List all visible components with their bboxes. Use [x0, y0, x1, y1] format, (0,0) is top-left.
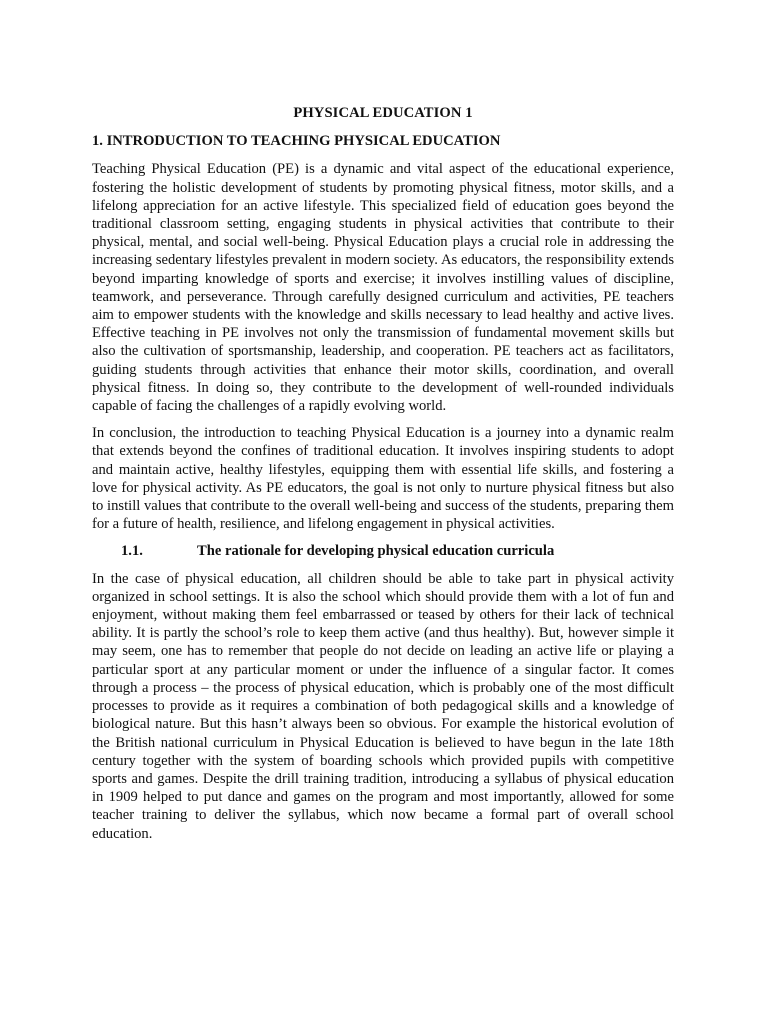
document-page	[92, 96, 674, 852]
subsection-paragraph: In the case of physical education, all children should be able to take part in physical activity organized in school settings. It is also the school which should provide them with a lot of fun and enjoyment, without making them feel embarrassed or teased by others for their lack of technical ability. It is partly the school’s role to keep them active (and thus healthy). But, however simple it may seem, one has to remember that people do not decide on leading an active life or playing a particular sport at any particular moment or under the influence of a singular factor. It comes through a process – the process of physical education, which is probably one of the most difficult processes to provide as it requires a combination of both pedagogical skills and a knowledge of biological nature. But this hasn’t always been so obvious. For example the historical evolution of the British national curriculum in Physical Education is believed to have begun in the late 18th century together with the system of boarding schools which provided pupils with competitive sports and games. Despite the drill training tradition, introducing a syllabus of physical education in 1909 helped to put dance and games on the program and most importantly, allowed for some teacher training to deliver the syllabus, which now became a formal part of overall school education.	[92, 570, 674, 842]
intro-paragraph-2: In conclusion, the introduction to teaching Physical Education is a journey into a dynamic realm that extends beyond the confines of traditional education. It involves inspiring students to adopt and maintain active, healthy lifestyles, equipping them with essential life skills, and fostering a love for physical activity. As PE educators, the goal is not only to nurture physical fitness but also to instill values that contribute to the overall well-being and success of the students, preparing them for a future of health, resilience, and lifelong engagement in physical activities.	[92, 425, 674, 533]
subsection-number: 1.1.	[121, 543, 143, 560]
subsection-heading	[92, 542, 674, 560]
document-title: PHYSICAL EDUCATION 1	[293, 105, 473, 121]
intro-paragraph-1: Teaching Physical Education (PE) is a dynamic and vital aspect of the educational experience, fostering the holistic development of students by promoting physical fitness, motor skills, and a lifelong appreciation for an active lifestyle. This specialized field of education goes beyond the traditional classroom setting, engaging students in physical activities that contribute to their physical, mental, and social well-being. Physical Education plays a crucial role in addressing the increasing sedentary lifestyles prevalent in modern society. As educators, the responsibility extends beyond imparting knowledge of sports and exercise; it involves instilling values of discipline, teamwork, and perseverance. Through carefully designed curriculum and activities, PE teachers aim to empower students with the knowledge and skills necessary to lead healthy and active lives. Effective teaching in PE involves not only the transmission of fundamental movement skills but also the cultivation of sportsmanship, leadership, and cooperation. PE teachers act as facilitators, guiding students through activities that enhance their motor skills, coordination, and overall physical fitness. In doing so, they contribute to the development of well-rounded individuals capable of facing the challenges of a rapidly evolving world.	[92, 161, 674, 415]
section-heading: 1. INTRODUCTION TO TEACHING PHYSICAL EDUCATION	[92, 133, 501, 150]
subsection-title: The rationale for developing physical education curricula	[197, 543, 555, 560]
